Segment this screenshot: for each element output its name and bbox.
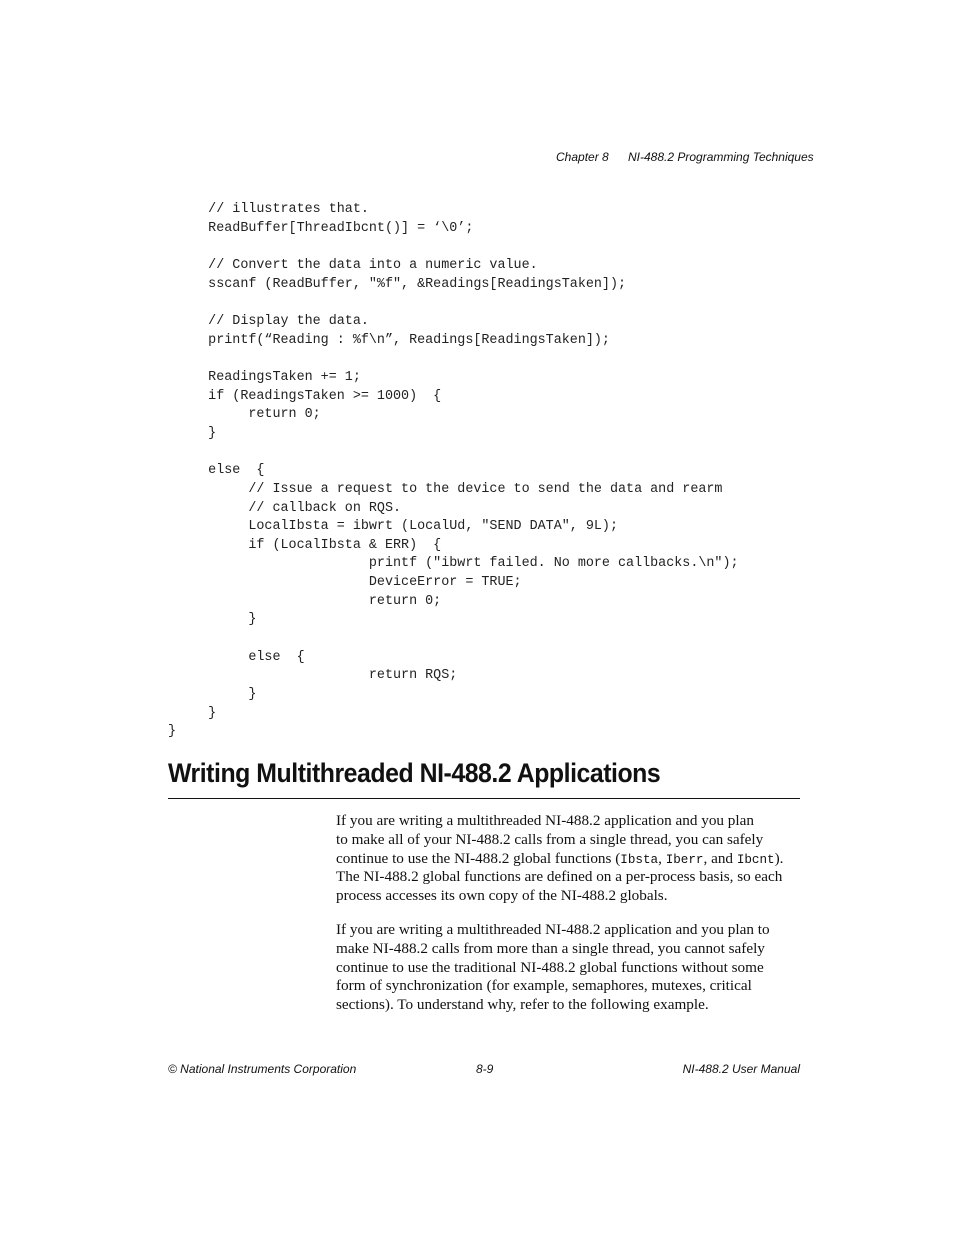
code-line: } [168,724,177,740]
paragraph-line [336,850,801,869]
code-line: // illustrates that. [168,202,369,217]
code-line: // Issue a request to the device to send the data and rearm [168,481,723,497]
code-line: ReadBuffer[ThreadIbcnt()] = ‘\0’; [168,220,474,236]
paragraph-line: make NI-488.2 calls from more than a single thread, you cannot safely [336,939,765,957]
function-name: Iberr [665,852,704,867]
code-line: // callback on RQS. [168,500,402,516]
paragraph-2 [336,921,801,1015]
code-line: ReadingsTaken += 1; [168,369,361,385]
paragraph-line: to make all of your NI-488.2 calls from a single thread, you can safely [336,830,764,848]
paragraph-text: continue to use the NI-488.2 global functions ( [336,849,621,867]
code-line: return 0; [168,593,442,609]
footer-manual-title: NI-488.2 User Manual [682,1062,800,1076]
header-title: NI-488.2 Programming Techniques [628,150,814,164]
paragraph-text: , and [703,849,737,867]
paragraph-1 [336,812,801,906]
paragraph-line: The NI-488.2 global functions are defined on a per-process basis, so each [336,868,783,886]
code-line: // Display the data. [168,313,369,329]
header-chapter: Chapter 8 [556,150,609,164]
code-line: // Convert the data into a numeric value. [168,257,538,273]
code-line: return 0; [168,407,321,423]
heading-rule [168,798,800,799]
section-heading: Writing Multithreaded NI-488.2 Applications [168,758,661,788]
function-name: Ibcnt [736,852,775,867]
code-line: sscanf (ReadBuffer, "%f", &Readings[ReadingsTaken]); [168,276,627,292]
code-line: else { [168,463,265,479]
paragraph-line: sections). To understand why, refer to the following example. [336,996,709,1014]
paragraph-line: If you are writing a multithreaded NI-488.2 application and you plan to [336,921,770,938]
code-line: if (ReadingsTaken >= 1000) { [168,388,442,404]
code-line: } [168,705,217,721]
code-line [168,294,808,313]
paragraph-line: form of synchronization (for example, semaphores, mutexes, critical [336,977,752,995]
code-line: else { [168,649,305,665]
code-line: LocalIbsta = ibwrt (LocalUd, "SEND DATA", 9L); [168,519,618,535]
code-line: } [168,612,257,628]
paragraph-line: If you are writing a multithreaded NI-488.2 application and you plan [336,812,754,829]
paragraph-line: continue to use the traditional NI-488.2 global functions without some [336,958,764,976]
function-name: Ibsta [620,852,659,867]
code-line: printf ("ibwrt failed. No more callbacks.\n"); [168,556,739,572]
code-line [168,238,808,257]
code-line: } [168,425,217,441]
paragraph-text: ). [774,849,784,867]
code-line [168,350,808,369]
paragraph-line: process accesses its own copy of the NI-488.2 globals. [336,887,668,905]
code-line: if (LocalIbsta & ERR) { [168,537,442,553]
page-number: 8-9 [476,1062,494,1076]
code-line [168,444,808,463]
code-line: DeviceError = TRUE; [168,575,522,591]
page-footer [168,1062,800,1078]
code-line: printf(“Reading : %f\n”, Readings[ReadingsTaken]); [168,332,610,348]
paragraph-text: , [658,849,666,867]
code-line [168,630,808,649]
code-line: return RQS; [168,668,458,684]
code-listing [168,201,808,742]
footer-copyright: © National Instruments Corporation [168,1062,357,1076]
running-header [556,150,814,164]
code-line: } [168,687,257,703]
